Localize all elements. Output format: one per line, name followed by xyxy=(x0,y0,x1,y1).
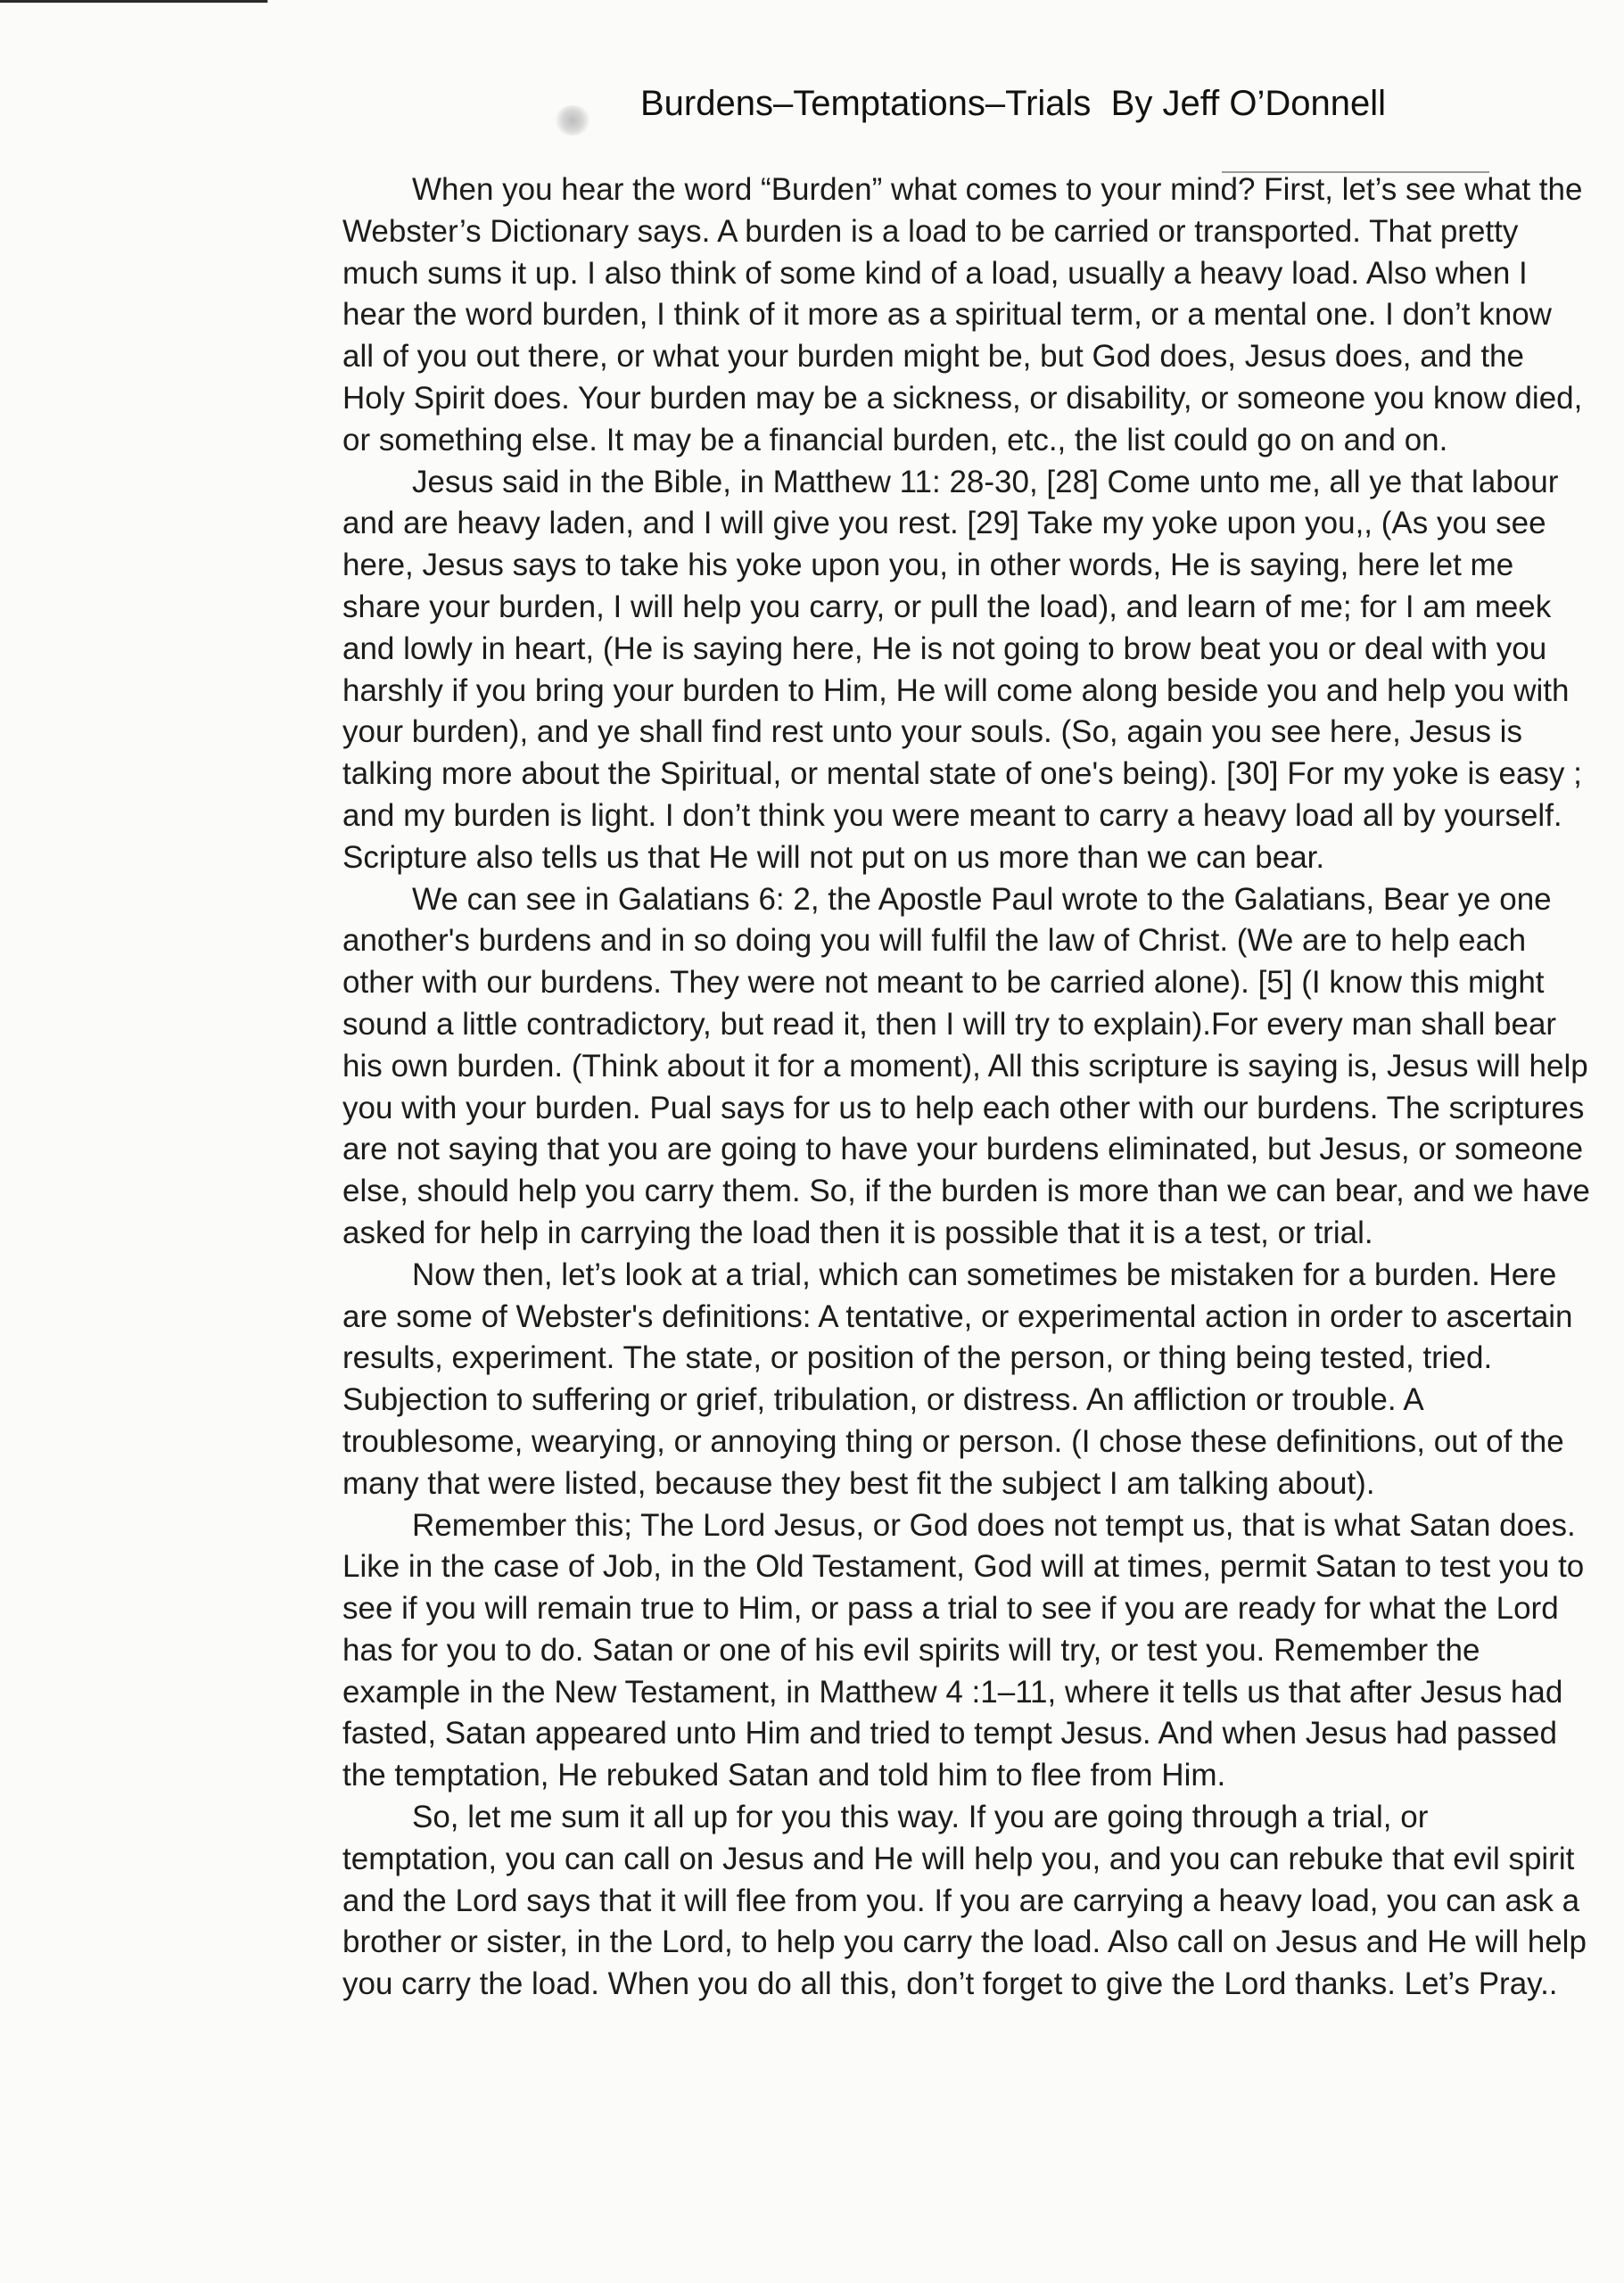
title-text: Burdens–Temptations–Trials xyxy=(640,84,1092,123)
paragraph-summary: So, let me sum it all up for you this way. If you are going through a trial, or temptation, you can call on Jesus and He will help you, and you can rebuke that evil spirit and the Lord says that it will flee from you. If you are carrying a heavy load, you can ask a brother or sister, in the Lord, to help you carry the load. Also call on Jesus and He will help you carry the load. When you do all this, don’t forget to give the Lord thanks. Let’s Pray.. xyxy=(342,1800,1587,2002)
paragraph-matthew-11: Jesus said in the Bible, in Matthew 11: 28-30, [28] Come unto me, all ye that labour and are heavy laden, and I will give you rest. [29] Take my yoke upon you,, (As you see here, Jesus says to take his yoke upon you, in other words, He is saying, here let me share your burden, I will help you carry, or pull the load), and learn of me; for I am meek and lowly in heart, (He is saying here, He is not going to brow beat you or deal with you harshly if you bring your burden to Him, He will come along beside you and help you with your burden), and ye shall find rest unto your souls. (So, again you see here, Jesus is talking more about the Spiritual, or mental state of one's being). [30] For my yoke is easy ; and my burden is light. I don’t think you were meant to carry a heavy load all by yourself. Scripture also tells us that He will not put on us more than we can bear. xyxy=(342,464,1582,875)
paragraph-trial-definition: Now then, let’s look at a trial, which can sometimes be mistaken for a burden. Here are some of Webster's definitions: A tentative, or experimental action in order to ascertain results, experiment. The state, or position of the person, or thing being tested, tried. Subjection to suffering or grief, tribulation, or distress. An affliction or trouble. A troublesome, wearying, or annoying thing or person. (I chose these definitions, out of the many that were listed, because they best fit the subject I am talking about). xyxy=(342,1257,1573,1501)
scan-edge-mark xyxy=(0,0,268,3)
page-title xyxy=(640,82,1386,125)
article-body xyxy=(342,169,1591,2006)
paper-smudge xyxy=(555,105,590,136)
author-byline: By Jeff O’Donnell xyxy=(1110,84,1386,123)
paragraph-burden-definition: When you hear the word “Burden” what comes to your mind? First, let’s see what the Webster’s Dictionary says. A burden is a load to be carried or transported. That pretty much sums it up. I also think of some kind of a load, usually a heavy load. Also when I hear the word burden, I think of it more as a spiritual term, or a mental one. I don’t know all of you out there, or what your burden might be, but God does, Jesus does, and the Holy Spirit does. Your burden may be a sickness, or disability, or someone you know died, or something else. It may be a financial burden, etc., the list could go on and on. xyxy=(342,172,1583,457)
paragraph-galatians-6: We can see in Galatians 6: 2, the Apostle Paul wrote to the Galatians, Bear ye one another's burdens and in so doing you will fulfil the law of Christ. (We are to help each other with our burdens. They were not meant to be carried alone). [5] (I know this might sound a little contradictory, but read it, then I will try to explain).For every man shall bear his own burden. (Think about it for a moment), All this scripture is saying is, Jesus will help you with your burden. Pual says for us to help each other with our burdens. The scriptures are not saying that you are going to have your burdens eliminated, but Jesus, or someone else, should help you carry them. So, if the burden is more than we can bear, and we have asked for help in carrying the load then it is possible that it is a test, or trial. xyxy=(342,881,1590,1250)
paragraph-temptation: Remember this; The Lord Jesus, or God does not tempt us, that is what Satan does. Like in the case of Job, in the Old Testament, God will at times, permit Satan to test you to see if you will remain true to Him, or pass a trial to see if you are ready for what the Lord has for you to do. Satan or one of his evil spirits will try, or test you. Remember the example in the New Testament, in Matthew 4 :1–11, where it tells us that after Jesus had fasted, Satan appeared unto Him and tried to tempt Jesus. And when Jesus had passed the temptation, He rebuked Satan and told him to flee from Him. xyxy=(342,1507,1585,1793)
